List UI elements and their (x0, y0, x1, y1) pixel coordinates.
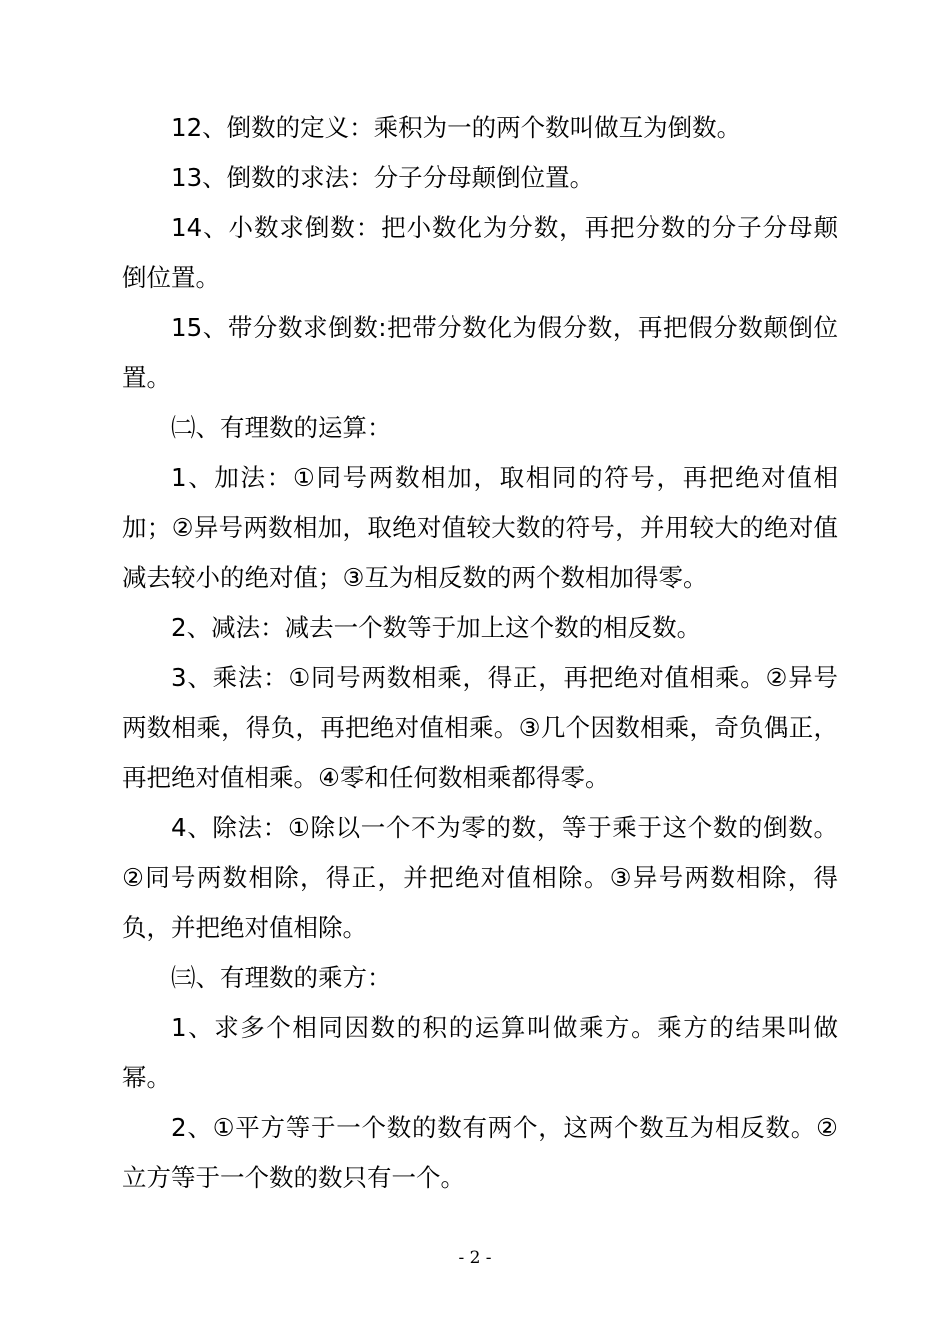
page-number: - 2 - (458, 1248, 492, 1268)
paragraph-reciprocal-method: 13、倒数的求法：分子分母颠倒位置。 (171, 163, 595, 192)
paragraph-reciprocal-definition: 12、倒数的定义：乘积为一的两个数叫做互为倒数。 (171, 113, 742, 142)
document-body (122, 103, 838, 1203)
paragraph-mixed-number-reciprocal: 15、带分数求倒数:把带分数化为假分数，再把假分数颠倒位置。 (122, 313, 838, 392)
paragraph-square-cube: 2、①平方等于一个数的数有两个，这两个数互为相反数。②立方等于一个数的数只有一个。 (122, 1113, 838, 1192)
paragraph-subtraction: 2、减法：减去一个数等于加上这个数的相反数。 (171, 613, 702, 642)
paragraph-power-definition: 1、求多个相同因数的积的运算叫做乘方。乘方的结果叫做幂。 (122, 1013, 838, 1092)
paragraph-addition: 1、加法：①同号两数相加，取相同的符号，再把绝对值相加；②异号两数相加，取绝对值较大数的符号，并用较大的绝对值减去较小的绝对值；③互为相反数的两个数相加得零。 (122, 463, 838, 592)
paragraph-decimal-reciprocal: 14、小数求倒数：把小数化为分数，再把分数的分子分母颠倒位置。 (122, 213, 838, 292)
paragraph-division: 4、除法：①除以一个不为零的数，等于乘于这个数的倒数。②同号两数相除，得正，并把绝对值相除。③异号两数相除，得负，并把绝对值相除。 (122, 813, 838, 942)
paragraph-multiplication: 3、乘法：①同号两数相乘，得正，再把绝对值相乘。②异号两数相乘，得负，再把绝对值相乘。③几个因数相乘，奇负偶正，再把绝对值相乘。④零和任何数相乘都得零。 (122, 663, 838, 792)
section-heading-rational-powers: ㈢、有理数的乘方： (171, 963, 392, 992)
section-heading-rational-operations: ㈡、有理数的运算： (171, 413, 392, 442)
